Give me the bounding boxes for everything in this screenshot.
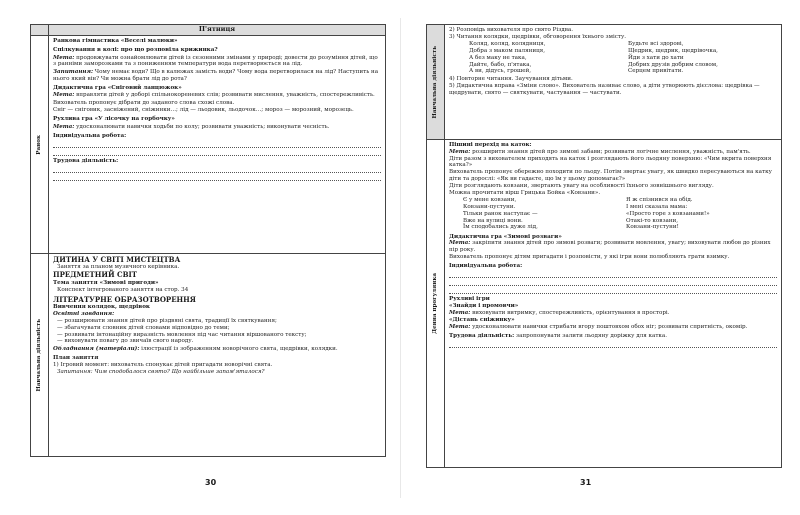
page-number-left: 30 xyxy=(205,478,217,487)
fill-line xyxy=(53,166,381,173)
day-header xyxy=(31,25,385,35)
poem-line: Є у мене ковзани, xyxy=(463,197,517,204)
talk-questions: Запитання: Чому немає води? Що в калюжах замість води? Чому вода перетворилася на лід? Наступить на нього який він? Чи можна брати лід до рота? xyxy=(53,68,379,82)
observation-goal: Мета: розширити знання дітей про зимові забави; розвивати логічне мислення, уважність, пам'ять. xyxy=(449,148,751,155)
poem-line: Серцем привітати. xyxy=(628,68,684,75)
poem-line: Вже на вулиці вони. xyxy=(463,217,523,224)
move-goal: Мета: удосконалювати навички ходьби по колу; розвивати уважність; виконувати чесність. xyxy=(53,123,330,130)
topic-label: Тема заняття «Зимові пригоди» xyxy=(53,279,159,286)
day-title: П'ятниця xyxy=(49,25,385,35)
observation-text: Вихователь пропонує обережно походити по льоду. Потім звертає увагу, як швидко пересуваються на катку діти та дорослі: «Як ви гадаєте, що їм у цьому допомагає?» xyxy=(449,169,772,183)
move-games-title: Рухливі ігри xyxy=(449,296,490,303)
left-page xyxy=(30,24,386,457)
move-title: Рухлива гра «У лісочку на горбочку» xyxy=(53,116,175,123)
task-item: — збагачувати словник дітей словами відповідно до теми; xyxy=(57,324,230,331)
art-text: Заняття за планом музичного керівника. xyxy=(57,264,180,271)
poem-line: Тільки ранок наступає — xyxy=(463,210,538,217)
observation-text: Можна прочитати вірш Грицька Бойка «Ковзани». xyxy=(449,189,601,196)
equipment: Обладнання (матеріали): ілюстрації із зображенням новорічного свята, щедрівки, колядки. xyxy=(53,345,338,352)
class-section xyxy=(31,253,385,456)
topic-text: Конспект інтегрованого заняття на стор. 34 xyxy=(57,286,189,293)
walk-labor: Трудова діяльність: запропонувати залити льодяну доріжку для катка. xyxy=(449,332,668,339)
art-title: ДИТИНА У СВІТІ МИСТЕЦТВА xyxy=(53,254,181,264)
talk-title: Спілкування в колі: про що розповіла крижинка? xyxy=(53,47,218,54)
right-page xyxy=(426,24,782,468)
tasks-label: Освітні завдання: xyxy=(53,311,115,318)
poem-line: Їм сподобались дуже лід, xyxy=(463,224,538,231)
skates-poem xyxy=(449,197,777,231)
page-number-right: 31 xyxy=(580,478,592,487)
class-side-label: Навчальна діяльність xyxy=(427,25,445,139)
poem-line: Ковзани-пустуни! xyxy=(626,224,679,231)
observation-title: Пішині перехід на каток: xyxy=(449,142,532,148)
poem-line: Щедрик, щедрик, щедрівочка, xyxy=(628,48,718,55)
plan-item: 4) Повторне читання. Заучування дітьми. xyxy=(449,75,573,82)
labor-label: Трудова діяльність: xyxy=(53,158,119,164)
game-text: Вихователь пропонує дібрати до заданого слова схожі слова. xyxy=(53,99,235,106)
class-continued-section xyxy=(427,25,781,139)
poem-line: «Просто горе з ковзанами!» xyxy=(626,210,710,217)
game-title: Дидактична гра «Сніговий ланцюжок» xyxy=(53,84,182,91)
walk-game-title: Дидактична гра «Зимові розваги» xyxy=(449,233,562,240)
plan-item: 5) Дидактична вправа «Зміни слово». Вихователь називає слово, а діти утворюють дієслова: щедрівка — щедрувати, свято — святкувати, частування — частувати. xyxy=(449,82,760,96)
move-game-1-goal: Мета: виховувати витримку, спостережливість, орієнтування в просторі. xyxy=(449,310,670,317)
game-goal: Мета: вправляти дітей у доборі спільнокореневих слів; розвивати мислення, уважність, спостережливість. xyxy=(53,92,375,99)
observation-text: Діти розглядають ковзани, звертають увагу на особливості їхнього зовнішнього вигляду. xyxy=(449,182,714,189)
plan-item: 3) Читання колядки, щедрівки, обговорення їхнього змісту. xyxy=(449,33,627,40)
poem-line: А без маку не така, xyxy=(469,54,527,61)
observation-text: Діти разом з вихователем приходять на каток і розглядають його льодяну поверхню: «Чим вкрита поверхня катка?» xyxy=(449,155,772,169)
morning-section xyxy=(31,35,385,253)
gym-title: Ранкова гімнастика «Веселі малюки» xyxy=(53,37,178,44)
task-item: — розвивати інтонаційну виразність мовлення під час читання віршованого тексту; xyxy=(57,331,307,338)
lit-subtitle: Вивчення колядок, щедрівок xyxy=(53,304,150,311)
fill-line xyxy=(449,279,777,286)
game-example: Сніг — сніговик, засніжений, сніжинки…; лід — льодовик, льодочок…; мороз — морозний, морозець. xyxy=(53,106,354,113)
task-item: — виховувати повагу до звичаїв свого народу. xyxy=(57,338,194,345)
move-game-2-goal: Мета: удосконалювати навички стрибати вгору поштовхом обох ніг; розвивати спритність, окомір. xyxy=(449,323,748,330)
task-item: — розширювати знання дітей про різдвяні свята, традиції їх святкування; xyxy=(57,317,277,324)
fill-line xyxy=(449,287,777,294)
walk-side-label: Денна прогулянка xyxy=(427,140,445,467)
poem-line: Добрих друзів добрим словом, xyxy=(628,61,718,68)
poem-line: А ви, дідусь, грошей, xyxy=(469,68,532,75)
world-title: ПРЕДМЕТНИЙ СВІТ xyxy=(53,270,137,280)
poem-line: Отакі-то ковзани, xyxy=(626,217,679,224)
poem-line: Дайте, бабо, п'ятака, xyxy=(469,61,532,68)
plan-label: План заняття xyxy=(53,355,99,362)
individual-work-label: Індивідуальна робота: xyxy=(53,132,127,139)
move-game-1-title: «Знайди і промовчи» xyxy=(449,303,519,310)
carol-poem xyxy=(449,41,777,75)
walk-game-text: Вихователь пропонує дітям пригадати і розповісти, у які ігри вони полюбляють грати взимку. xyxy=(449,253,730,260)
talk-goal: Мета: продовжувати ознайомлювати дітей із сезонними змінами у природі; довести до розуміння дітей, що з ранніми заморозками та з пониженням температури вода перетворюється на лід. xyxy=(53,54,378,68)
walk-section xyxy=(427,139,781,467)
fill-line xyxy=(53,174,381,181)
poem-line: Я ж спізнився на обід. xyxy=(626,197,693,204)
walk-game-goal: Мета: закріпити знання дітей про зимові розваги; розвивати мовлення, увагу; виховувати любов до різних пір року. xyxy=(449,240,771,254)
fill-line xyxy=(449,271,777,278)
poem-line: Добра з маком паляниця, xyxy=(469,48,545,55)
fill-line xyxy=(53,149,381,156)
plan-question: Запитання: Чим сподобалося свято? Що найбільше запам'яталося? xyxy=(57,368,265,375)
lit-title: ЛІТЕРАТУРНЕ ОБРАЗОТВОРЕННЯ xyxy=(53,294,196,304)
class-side-label: Навчальна діяльність xyxy=(31,254,49,456)
plan-item: 1) Ігровий момент: вихователь спонукає дітей пригадати новорічні свята. xyxy=(53,361,273,368)
move-game-2-title: «Дістань сніжинку» xyxy=(449,316,515,323)
individual-work-label: Індивідуальна робота: xyxy=(449,263,523,270)
plan-item: 2) Розповідь вихователя про свято Різдва. xyxy=(449,27,573,33)
fill-line xyxy=(53,141,381,148)
poem-line: Коляд, коляд, колядниця, xyxy=(469,41,546,48)
poem-line: Йди з хати до хати xyxy=(628,54,684,61)
fill-line xyxy=(449,341,777,348)
morning-side-label: Ранок xyxy=(31,36,49,253)
page-spine xyxy=(400,18,401,498)
poem-line: І мені сказала мама: xyxy=(626,203,688,210)
poem-line: Будьте всі здорові, xyxy=(628,41,684,48)
poem-line: Ковзани-пустуни. xyxy=(463,203,516,210)
